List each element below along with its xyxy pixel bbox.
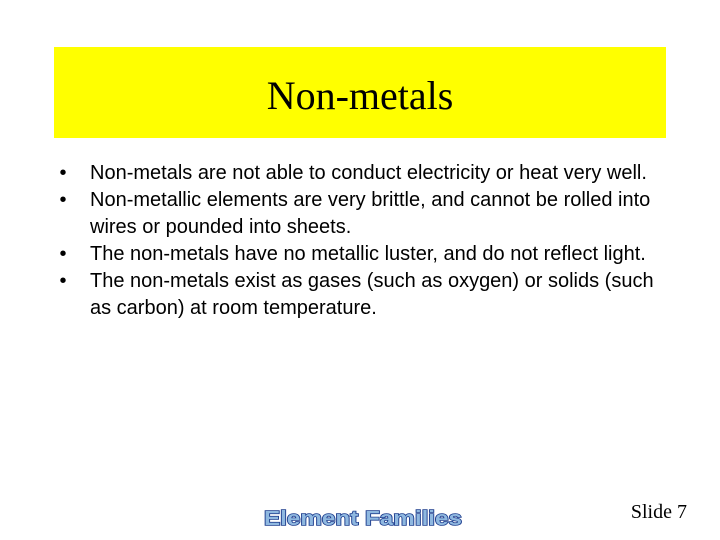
- bullet-text: Non-metallic elements are very brittle, and cannot be rolled into wires or pounded into sheets.: [90, 189, 651, 238]
- bullet-item: [56, 268, 666, 322]
- bullet-text: The non-metals have no metallic luster, and do not reflect light.: [90, 243, 646, 265]
- bullet-icon: •: [59, 243, 67, 265]
- bullet-item: [56, 160, 666, 187]
- bullet-text: The non-metals exist as gases (such as oxygen) or solids (such as carbon) at room temperature.: [90, 270, 654, 319]
- slide-number: Slide 7: [630, 501, 687, 523]
- title-banner: [54, 47, 666, 138]
- bullet-list: [56, 160, 666, 322]
- element-families-logo: [262, 507, 464, 529]
- bullet-item: [56, 187, 666, 241]
- bullet-item: [56, 241, 666, 268]
- bullet-icon: •: [59, 270, 67, 292]
- logo-text: Element Families: [264, 508, 462, 529]
- bullet-icon: •: [59, 162, 67, 184]
- bullet-text: Non-metals are not able to conduct electricity or heat very well.: [90, 162, 647, 184]
- slide-title: Non-metals: [266, 72, 454, 118]
- bullet-icon: •: [59, 189, 67, 211]
